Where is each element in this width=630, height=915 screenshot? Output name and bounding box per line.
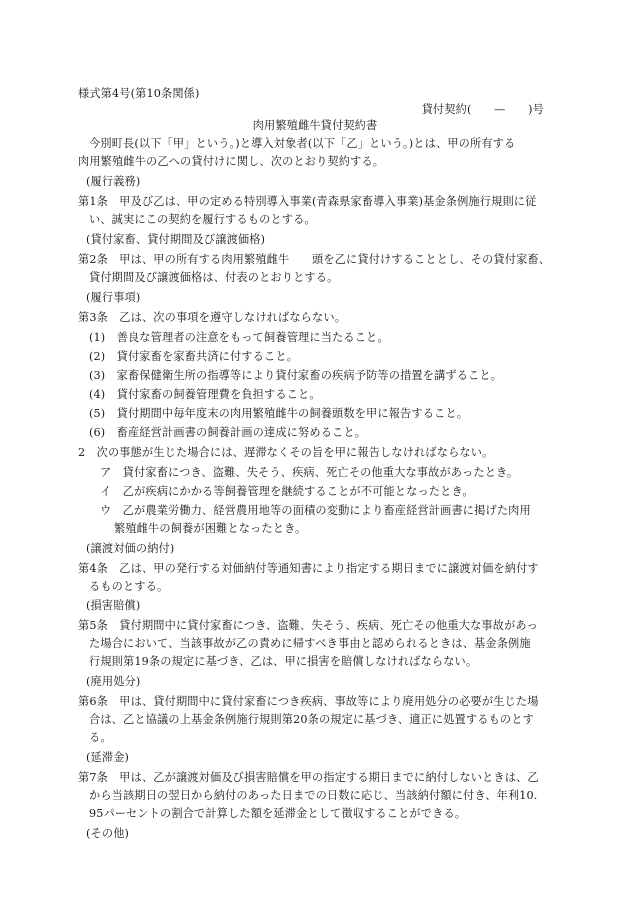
article-line: から当該期日の翌日から納付のあった日までの日数に応じ、当該納付額に付き、年利10.	[89, 789, 538, 802]
list-item: (6) 畜産経営計画書の飼養計画の達成に努めること。	[89, 426, 367, 439]
article-line: た場合において、当該事故が乙の責めに帰すべき事由と認められるときは、基金条例施	[89, 637, 531, 650]
article-line: 第1条 甲及び乙は、甲の定める特別導入事業(青森県家畜導入事業)基金条例施行規則に従	[78, 195, 537, 208]
article-line: 貸付期間及び譲渡価格は、付表のとおりとする。	[89, 271, 339, 284]
article-heading: (延滞金)	[86, 751, 130, 764]
article-heading: (譲渡対価の納付)	[86, 542, 175, 555]
preamble-line: 今別町長(以下「甲」という。)と導入対象者(以下「乙」という。)とは、甲の所有する	[89, 137, 516, 150]
list-item: (1) 善良な管理者の注意をもって飼養管理に当たること。	[89, 331, 389, 344]
list-item: (3) 家畜保健衛生所の指導等により貸付家畜の疾病予防等の措置を講ずること。	[89, 369, 503, 382]
article-heading: (損害賠償)	[86, 599, 141, 612]
preamble-line: 肉用繁殖雌牛の乙への貸付けに関し、次のとおり契約する。	[78, 155, 385, 168]
form-label: 様式第4号(第10条関係)	[78, 87, 200, 100]
article-heading: (履行義務)	[86, 175, 141, 188]
article-line: 合は、乙と協議の上基金条例施行規則第20条の規定に基づき、適正に処置するものとす	[89, 713, 534, 726]
document-title: 肉用繁殖雌牛貸付契約書	[252, 119, 378, 132]
list-item: (2) 貸付家畜を家畜共済に付すること。	[89, 350, 299, 363]
sub-item: ア 貸付家畜につき、盗難、失そう、疾病、死亡その他重大な事故があったとき。	[100, 466, 519, 479]
article-line: 第5条 貸付期間中に貸付家畜につき、盗難、失そう、疾病、死亡その他重大な事故があっ	[78, 619, 538, 632]
article-line: 第6条 甲は、貸付期間中に貸付家畜につき疾病、事故等により廃用処分の必要が生じた場	[78, 695, 539, 708]
contract-number: 貸付契約( — )号	[421, 103, 544, 116]
article-heading: (その他)	[86, 827, 130, 840]
article-line: る。	[89, 731, 112, 744]
sub-item: イ 乙が疾病にかかる等飼養管理を継続することが不可能となったとき。	[100, 485, 474, 498]
list-item: (5) 貸付期間中毎年度末の肉用繁殖雌牛の飼養頭数を甲に報告すること。	[89, 407, 469, 420]
article-heading: (廃用処分)	[86, 675, 141, 688]
article-line: 95パーセントの割合で計算した額を延滞金として徴収することができる。	[89, 807, 467, 820]
article-line: 第7条 甲は、乙が譲渡対価及び損害賠償を甲の指定する期日までに納付しないときは、乙	[78, 771, 539, 784]
article-heading: (貸付家畜、貸付期間及び譲渡価格)	[86, 233, 266, 246]
article-line: い、誠実にこの契約を履行するものとする。	[89, 213, 316, 226]
paragraph-2: 2 次の事態が生じた場合には、遅滞なくその旨を甲に報告しなければならない。	[78, 446, 494, 459]
article-line: 第4条 乙は、甲の発行する対価納付等通知書により指定する期日までに譲渡対価を納付す	[78, 562, 539, 575]
article-line: るものとする。	[89, 580, 169, 593]
article-line: 第3条 乙は、次の事項を遵守しなければならない。	[78, 311, 347, 324]
article-heading: (履行事項)	[86, 291, 141, 304]
sub-item: 繁殖雌牛の飼養が困難となったとき。	[114, 522, 307, 535]
list-item: (4) 貸付家畜の飼養管理費を負担すること。	[89, 388, 321, 401]
article-line: 行規則第19条の規定に基づき、乙は、甲に損害を賠償しなければならない。	[89, 655, 478, 668]
article-line: 第2条 甲は、甲の所有する肉用繁殖雌牛 頭を乙に貸付けすることとし、その貸付家畜、	[78, 253, 551, 266]
sub-item: ウ 乙が農業労働力、経営農用地等の面積の変動により畜産経営計画書に掲げた肉用	[100, 504, 531, 517]
